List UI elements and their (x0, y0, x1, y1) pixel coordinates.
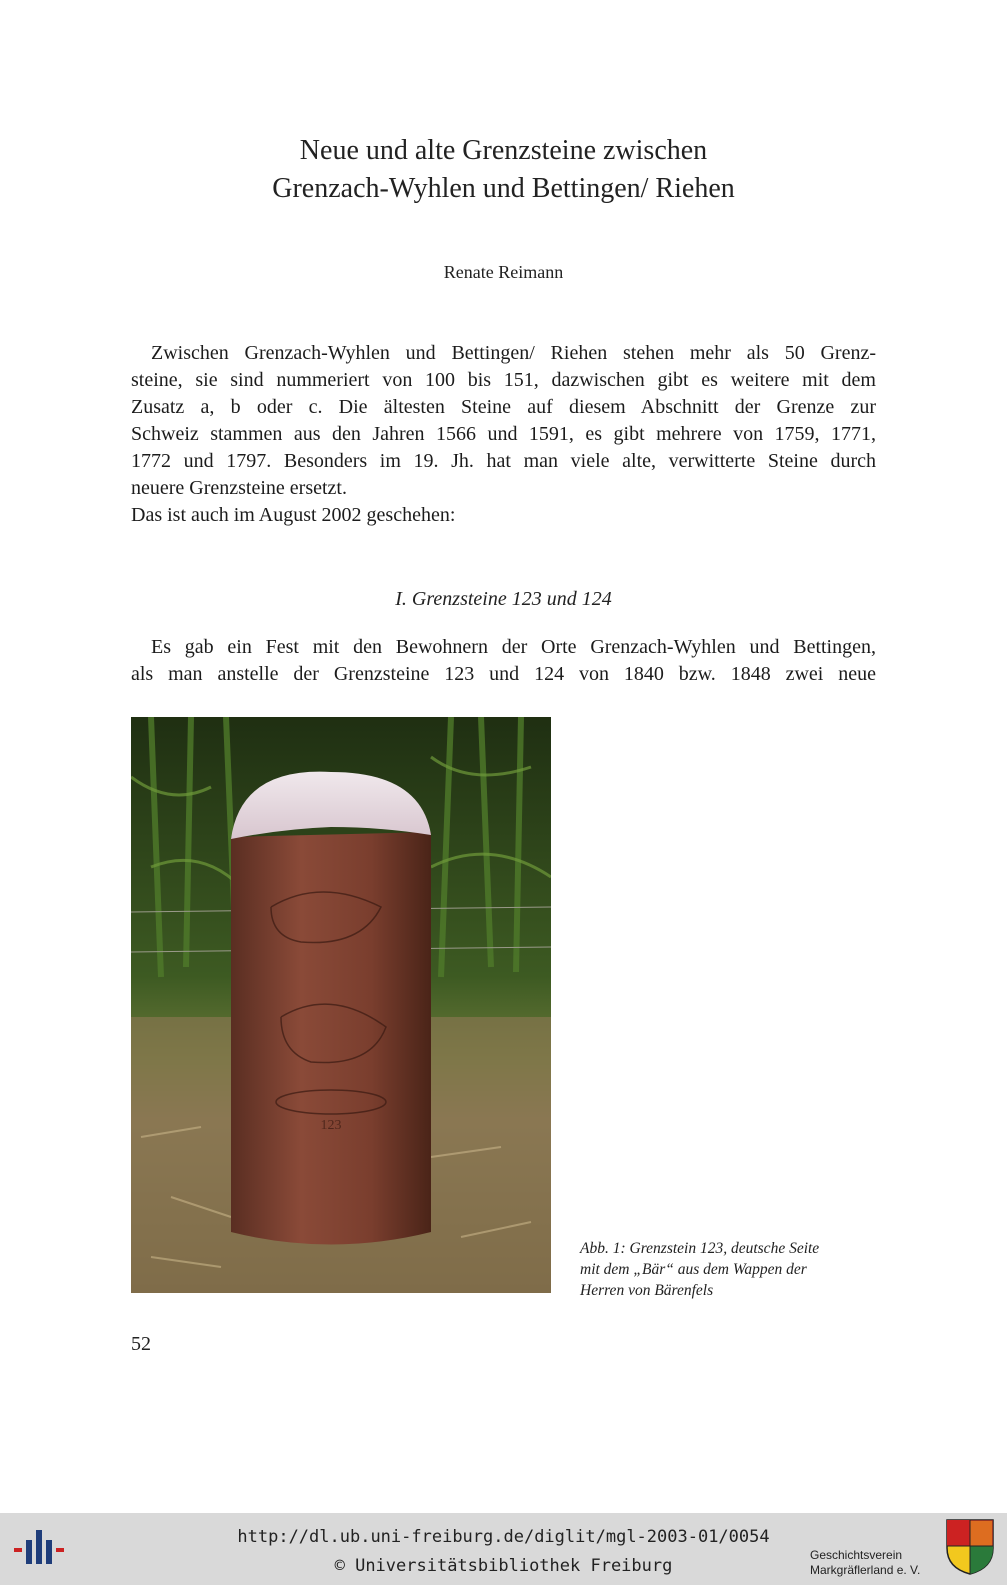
paragraph-line: Es gab ein Fest mit den Bewohnern der Orte Grenzach-Wyhlen und Bettingen, (151, 636, 876, 658)
caption-line: mit dem „Bär“ aus dem Wappen der (580, 1261, 807, 1278)
paragraph-line: als man anstelle der Grenzsteine 123 und 124 von 1840 bzw. 1848 zwei neue (131, 663, 876, 685)
paragraph-line: Zusatz a, b oder c. Die ältesten Steine auf diesem Abschnitt der Grenze zur (131, 396, 876, 418)
intro-paragraph (131, 340, 876, 529)
paragraph-line: steine, sie sind nummeriert von 100 bis 151, dazwischen gibt es weitere mit dem (131, 369, 876, 391)
paragraph-line: 1772 und 1797. Besonders im 19. Jh. hat man viele alte, verwitterte Steine durch (131, 450, 876, 472)
article-title (0, 132, 1007, 208)
coat-of-arms-icon (945, 1518, 995, 1581)
title-line: Neue und alte Grenzsteine zwischen (299, 135, 708, 166)
caption-line: Herren von Bärenfels (580, 1282, 714, 1299)
title-line: Grenzach-Wyhlen und Bettingen/ Riehen (272, 173, 735, 204)
section-paragraph (131, 634, 876, 688)
figure-caption (580, 1238, 880, 1301)
stone-number: 123 (320, 1118, 342, 1133)
society-line: Geschichtsverein (810, 1548, 903, 1562)
page-number: 52 (131, 1333, 151, 1355)
paragraph-line: Das ist auch im August 2002 geschehen: (131, 504, 456, 526)
section-heading: I. Grenzsteine 123 und 124 (395, 588, 612, 610)
society-line: Markgräflerland e. V. (810, 1563, 921, 1577)
footer-society-name (810, 1548, 920, 1578)
paragraph-line: Schweiz stammen aus den Jahren 1566 und 1591, es gibt mehrere von 1759, 1771, (131, 423, 876, 445)
caption-line: Abb. 1: Grenzstein 123, deutsche Seite (580, 1240, 820, 1257)
footer-url-link[interactable]: http://dl.ub.uni-freiburg.de/diglit/mgl-2003-01/0054 (237, 1527, 770, 1547)
boundary-stone-photo (131, 717, 551, 1293)
author-name: Renate Reimann (443, 262, 564, 282)
footer-copyright: © Universitätsbibliothek Freiburg (334, 1556, 673, 1576)
paragraph-line: Zwischen Grenzach-Wyhlen und Bettingen/ Riehen stehen mehr als 50 Grenz- (151, 342, 876, 364)
paragraph-line: neuere Grenzsteine ersetzt. (131, 477, 347, 499)
